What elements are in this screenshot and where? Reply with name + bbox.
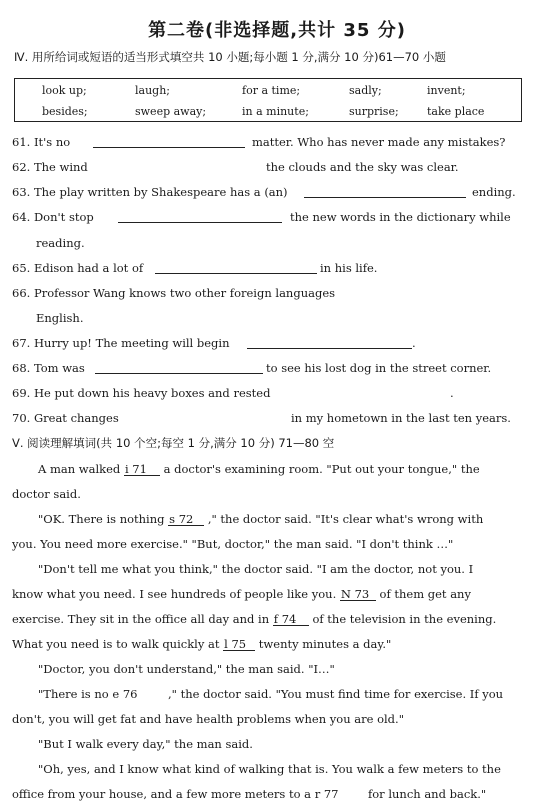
passage-line: office from your house, and a few more meters to a r 77 [12, 787, 339, 801]
question-67: 67. Hurry up! The meeting will begin [12, 336, 230, 350]
passage-line: "Doctor, you don't understand," the man said. "I…" [38, 662, 335, 676]
answer-blank-72[interactable]: s 72 [168, 513, 204, 526]
word-option: laugh; [135, 84, 170, 97]
question-68-rest: to see his lost dog in the street corner. [266, 361, 492, 375]
answer-blank-75[interactable]: l 75 [223, 638, 255, 651]
passage-line: ," the doctor said. "You must find time for exercise. If you [168, 687, 504, 701]
word-option: surprise; [349, 105, 399, 118]
answer-blank-68[interactable] [95, 361, 263, 374]
question-70: 70. Great changes [12, 411, 119, 425]
question-64: 64. Don't stop [12, 210, 94, 224]
passage-line: you. You need more exercise." "But, doctor," the man said. "I don't think …" [12, 537, 454, 551]
passage-line: "OK. There is nothing s 72 ," the doctor said. "It's clear what's wrong with [38, 512, 484, 526]
question-65-rest: in his life. [320, 261, 378, 275]
question-64-continuation: reading. [36, 236, 85, 250]
question-69-rest: . [450, 386, 454, 400]
passage-line: don't, you will get fat and have health problems when you are old." [12, 712, 404, 726]
section-5-heading: Ⅴ. 阅读理解填词(共 10 个空;每空 1 分,满分 10 分) 71—80 空 [12, 436, 335, 450]
answer-blank-71[interactable]: i 71 [124, 463, 160, 476]
word-option: in a minute; [242, 105, 309, 118]
answer-blank-61[interactable] [93, 135, 245, 148]
answer-blank-73[interactable]: N 73 [340, 588, 376, 601]
page-title: 第二卷(非选择题,共计 35 分) [148, 20, 406, 41]
word-option: sweep away; [135, 105, 207, 118]
question-63: 63. The play written by Shakespeare has a (an) [12, 185, 288, 199]
passage-line: "Don't tell me what you think," the doctor said. "I am the doctor, not you. I [38, 562, 474, 576]
passage-line: "But I walk every day," the man said. [38, 737, 253, 751]
question-65: 65. Edison had a lot of [12, 261, 144, 275]
word-option: for a time; [242, 84, 301, 97]
word-option: invent; [427, 84, 466, 97]
answer-blank-67[interactable] [247, 336, 412, 349]
question-69: 69. He put down his heavy boxes and rested [12, 386, 271, 400]
section-4-heading: Ⅳ. 用所给词或短语的适当形式填空共 10 小题;每小题 1 分,满分 10 分)61—70 小题 [14, 50, 446, 64]
answer-blank-64[interactable] [118, 210, 282, 223]
question-62: 62. The wind [12, 160, 88, 174]
word-option: besides; [42, 105, 88, 118]
question-66: 66. Professor Wang knows two other foreign languages [12, 286, 336, 300]
word-box [14, 78, 522, 122]
passage-line: doctor said. [12, 487, 81, 501]
question-62-rest: the clouds and the sky was clear. [266, 160, 459, 174]
word-option: take place [427, 105, 485, 118]
question-66-continuation: English. [36, 311, 84, 325]
answer-blank-74[interactable]: f 74 [273, 613, 309, 626]
answer-blank-65[interactable] [155, 261, 317, 274]
question-61-rest: matter. Who has never made any mistakes? [252, 135, 506, 149]
passage-line: exercise. They sit in the office all day and in f 74 of the television in the evening. [12, 612, 497, 626]
question-64-rest: the new words in the dictionary while [290, 210, 511, 224]
question-61: 61. It's no [12, 135, 71, 149]
word-option: look up; [42, 84, 87, 97]
question-70-rest: in my hometown in the last ten years. [291, 411, 511, 425]
word-option: sadly; [349, 84, 382, 97]
question-67-rest: . [412, 336, 416, 350]
answer-blank-63[interactable] [304, 185, 466, 198]
passage-line: know what you need. I see hundreds of people like you. N 73 of them get any [12, 587, 471, 601]
passage-line: A man walked i 71 a doctor's examining room. "Put out your tongue," the [38, 462, 480, 476]
passage-line: "Oh, yes, and I know what kind of walking that is. You walk a few meters to the [38, 762, 501, 776]
passage-line: for lunch and back." [368, 787, 487, 801]
passage-line: What you need is to walk quickly at l 75 twenty minutes a day." [12, 637, 392, 651]
passage-line: "There is no e 76 [38, 687, 138, 701]
question-68: 68. Tom was [12, 361, 85, 375]
question-63-rest: ending. [472, 185, 516, 199]
